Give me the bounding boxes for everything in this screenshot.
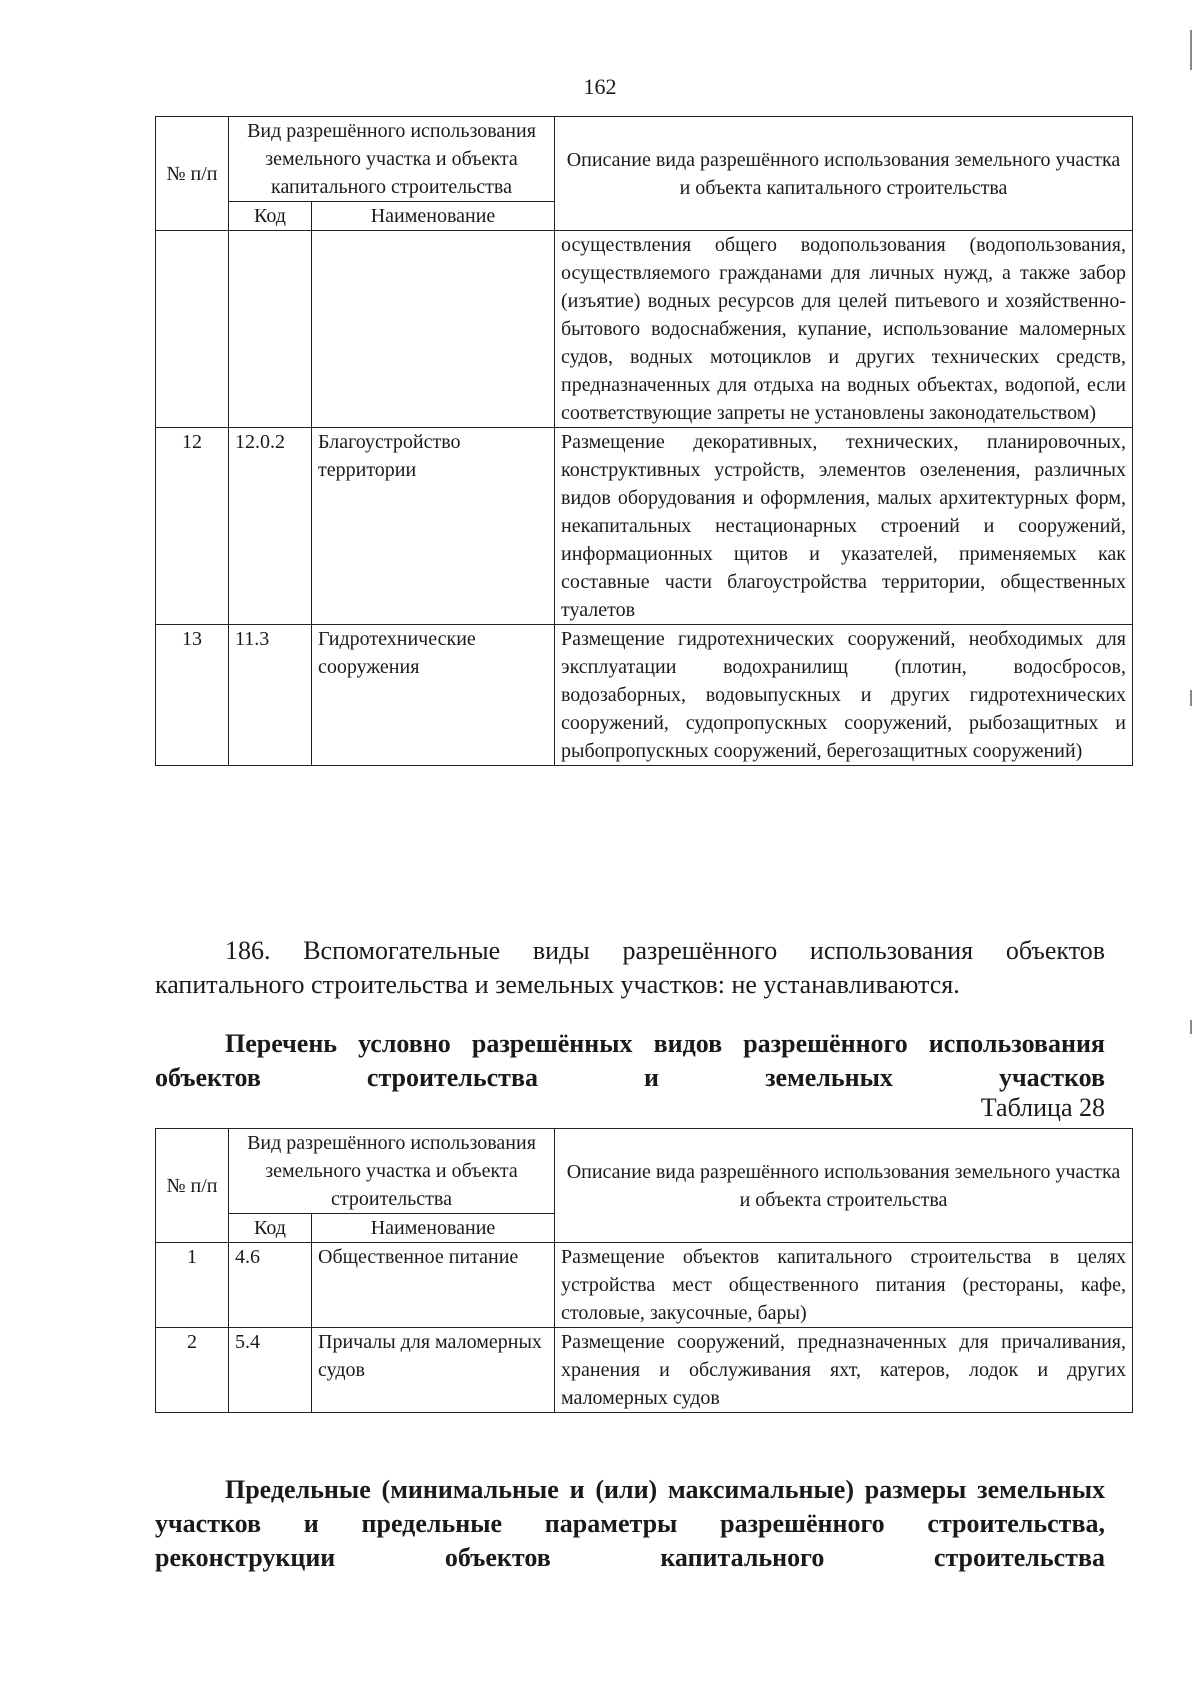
row-name: Гидротехнические сооружения: [312, 625, 555, 766]
table-row: [156, 231, 1133, 428]
row-name: Причалы для маломерных судов: [312, 1328, 555, 1413]
table-row: [156, 428, 1133, 625]
paragraph-186: 186. Вспомогательные виды разрешённого использования объектов капитального строительства и земельных участков: не устанавливаются.: [155, 936, 1105, 999]
header-number: № п/п: [156, 117, 229, 231]
row-code: [229, 231, 312, 428]
row-number: 12: [156, 428, 229, 625]
row-name: Благоустройство территории: [312, 428, 555, 625]
scan-margin-mark: [1190, 690, 1192, 706]
row-number: 1: [156, 1243, 229, 1328]
header-use-type: Вид разрешённого использования земельного участка и объекта строительства: [229, 1129, 555, 1214]
permitted-use-table: [155, 116, 1133, 766]
row-description: осуществления общего водопользования (водопользования, осуществляемого гражданами для личных нужд, а также забор (изъятие) водных ресурсов для целей питьевого и хозяйственно-бытового водоснабжения, купание, использование маломерных судов, водных мотоциклов и других технических средств, предназначенных для отдыха на водных объектах, водопой, если соответствующие запреты не установлены законодательством): [555, 231, 1133, 428]
conditional-use-table: [155, 1128, 1133, 1413]
row-description: Размещение гидротехнических сооружений, необходимых для эксплуатации водохранилищ (плотин, водосбросов, водозаборных, водовыпускных и других гидротехнических сооружений, судопропускных сооружений, рыбозащитных и рыбопропускных сооружений, берегозащитных сооружений): [555, 625, 1133, 766]
row-description: Размещение объектов капитального строительства в целях устройства мест общественного питания (рестораны, кафе, столовые, закусочные, бары): [555, 1243, 1133, 1328]
table-header-row: [156, 117, 1133, 202]
header-use-type: Вид разрешённого использования земельного участка и объекта капитального строительства: [229, 117, 555, 202]
table-row: [156, 1328, 1133, 1413]
section-heading-conditional-uses: Перечень условно разрешённых видов разрешённого использования объектов строительства и земельных участков: [155, 1029, 1105, 1092]
header-code: Код: [229, 1214, 312, 1243]
header-number: № п/п: [156, 1129, 229, 1243]
header-description: Описание вида разрешённого использования земельного участка и объекта капитального строительства: [555, 117, 1133, 231]
row-number: 13: [156, 625, 229, 766]
header-code: Код: [229, 202, 312, 231]
row-description: Размещение декоративных, технических, планировочных, конструктивных устройств, элементов озеленения, различных видов оборудования и оформления, малых архитектурных форм, некапитальных нестационарных строений и сооружений, информационных щитов и указателей, применяемых как составные части благоустройства территории, общественных туалетов: [555, 428, 1133, 625]
header-name: Наименование: [312, 202, 555, 231]
scan-margin-mark: [1190, 1020, 1192, 1034]
scan-margin-mark: [1190, 30, 1192, 70]
row-name: Общественное питание: [312, 1243, 555, 1328]
header-name: Наименование: [312, 1214, 555, 1243]
row-code: 5.4: [229, 1328, 312, 1413]
row-name: [312, 231, 555, 428]
row-code: 12.0.2: [229, 428, 312, 625]
section-heading-limits: Предельные (минимальные и (или) максимальные) размеры земельных участков и предельные параметры разрешённого строительства, реконструкции объектов капитального строительства: [155, 1475, 1105, 1572]
row-code: 11.3: [229, 625, 312, 766]
page-number: 162: [583, 74, 617, 99]
table-header-row: [156, 1129, 1133, 1214]
table-caption: Таблица 28: [980, 1093, 1105, 1122]
row-code: 4.6: [229, 1243, 312, 1328]
row-number: [156, 231, 229, 428]
row-number: 2: [156, 1328, 229, 1413]
row-description: Размещение сооружений, предназначенных для причаливания, хранения и обслуживания яхт, катеров, лодок и других маломерных судов: [555, 1328, 1133, 1413]
table-row: [156, 1243, 1133, 1328]
table-row: [156, 625, 1133, 766]
header-description: Описание вида разрешённого использования земельного участка и объекта строительства: [555, 1129, 1133, 1243]
